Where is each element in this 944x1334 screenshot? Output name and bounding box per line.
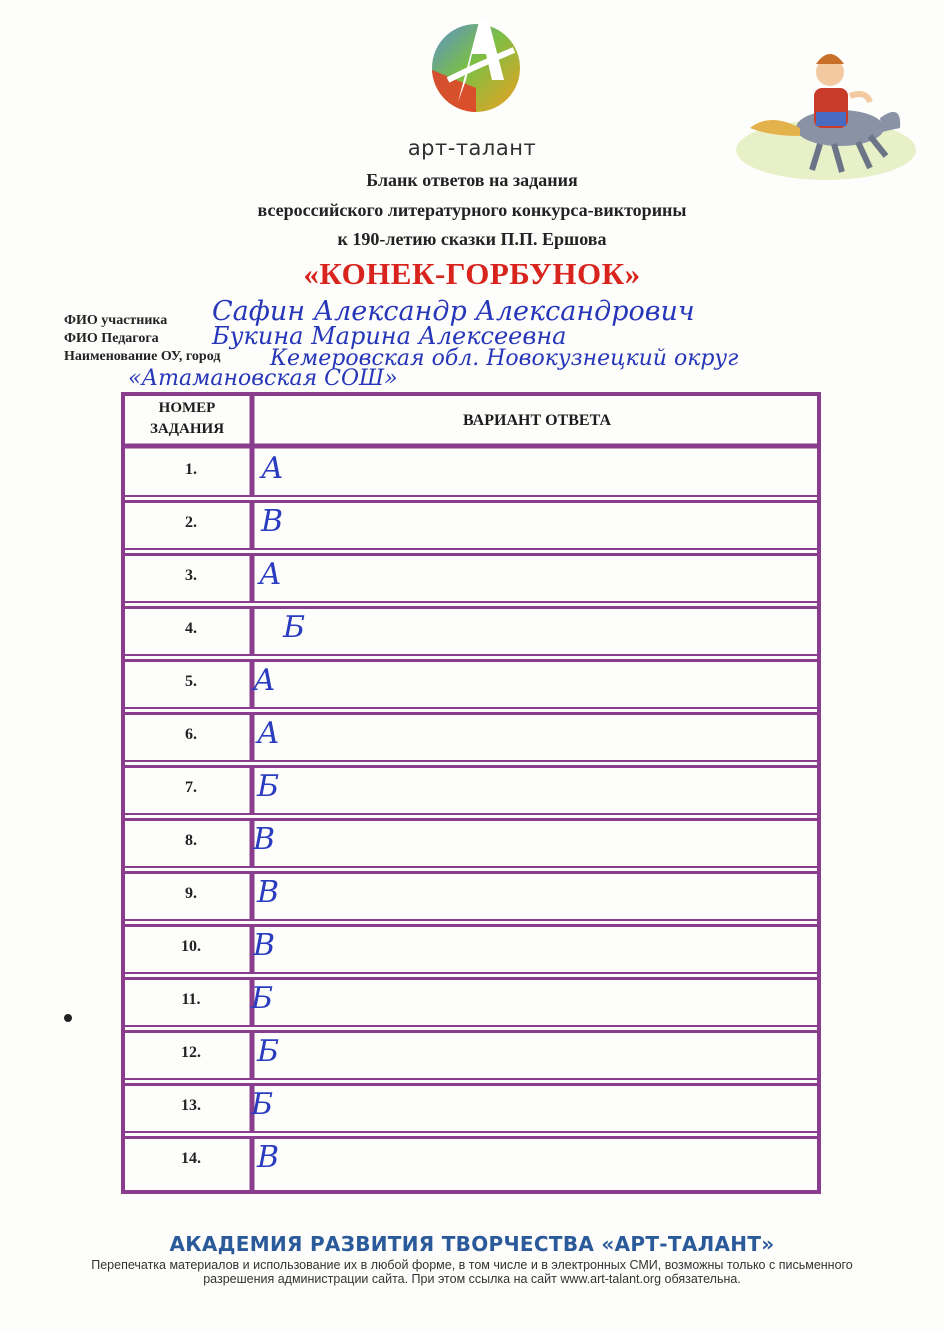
academy-name: АКАДЕМИЯ РАЗВИТИЯ ТВОРЧЕСТВА «АРТ-ТАЛАНТ» [169, 1232, 775, 1256]
row-separator-gap [125, 974, 817, 977]
row-separator-gap [125, 1133, 817, 1136]
table-row [121, 1086, 821, 1126]
row-separator-gap [125, 1027, 817, 1030]
task-number: 4. [185, 620, 197, 637]
task-number: 3. [185, 567, 197, 584]
answer-cell[interactable]: Б [257, 769, 280, 804]
teacher-label: ФИО Педагога [64, 331, 159, 346]
task-number: 6. [185, 726, 197, 743]
task-number: 9. [185, 885, 197, 902]
answer-cell[interactable]: Б [251, 981, 274, 1016]
table-row [121, 980, 821, 1020]
school-value[interactable]: Кемеровская обл. Новокузнецкий округ [270, 346, 739, 371]
task-number: 2. [185, 514, 197, 531]
task-number: 10. [181, 938, 201, 955]
task-number: 5. [185, 673, 197, 690]
school-value-2[interactable]: «Атамановская СОШ» [128, 366, 398, 391]
answer-cell[interactable]: А [253, 663, 276, 698]
task-number: 11. [181, 991, 201, 1008]
table-row [121, 1033, 821, 1073]
answer-cell[interactable]: А [257, 716, 280, 751]
answer-cell[interactable]: А [259, 557, 282, 592]
table-row [121, 556, 821, 596]
task-number: 7. [185, 779, 197, 796]
table-row [121, 609, 821, 649]
table-row [121, 768, 821, 808]
form-subtitle-2: к 190-летию сказки П.П. Ершова [337, 229, 607, 249]
answer-cell[interactable]: В [257, 1140, 280, 1175]
table-row [121, 450, 821, 490]
humpbacked-horse-illustration [730, 32, 922, 182]
table-row [121, 715, 821, 755]
table-row [121, 503, 821, 543]
answer-cell[interactable]: Б [283, 610, 306, 645]
task-number: 13. [181, 1097, 201, 1114]
contest-title: «КОНЕК-ГОРБУНОК» [303, 256, 641, 291]
answer-cell[interactable]: Б [257, 1034, 280, 1069]
art-talant-logo [428, 10, 524, 114]
table-row [121, 874, 821, 914]
answer-cell[interactable]: В [253, 928, 276, 963]
answer-cell[interactable]: В [253, 822, 276, 857]
task-number: 12. [181, 1044, 201, 1061]
table-row [121, 927, 821, 967]
school-label: Наименование ОУ, город [64, 349, 221, 364]
header-number-line1: НОМЕР [158, 400, 216, 416]
table-row [121, 821, 821, 861]
header-number [125, 398, 249, 440]
answer-cell[interactable]: Б [251, 1087, 274, 1122]
row-separator-gap [125, 656, 817, 659]
form-title: Бланк ответов на задания [366, 170, 578, 190]
row-separator-gap [125, 497, 817, 500]
table-row [121, 1139, 821, 1179]
participant-label: ФИО участника [64, 313, 168, 328]
form-subtitle: всероссийского литературного конкурса-викторины [257, 200, 687, 220]
participant-value[interactable]: Сафин Александр Александрович [212, 296, 695, 327]
task-number: 14. [181, 1150, 201, 1167]
copyright-notice: Перепечатка материалов и использование их в любой форме, в том числе и в электронных СМИ, возможны только с письменного разрешения администрации сайта. При этом ссылка на сайт www.art-talant.org обязательна. [91, 1258, 853, 1286]
header-answer: ВАРИАНТ ОТВЕТА [463, 412, 611, 429]
row-separator-gap [125, 603, 817, 606]
teacher-value[interactable]: Букина Марина Алексеевна [212, 322, 567, 350]
ink-dot [64, 1014, 72, 1022]
header-number-line2: ЗАДАНИЯ [149, 421, 225, 437]
task-number: 1. [185, 461, 197, 478]
answer-cell[interactable]: В [261, 504, 284, 539]
row-separator-gap [125, 815, 817, 818]
answer-table [121, 392, 821, 1194]
row-separator-gap [125, 550, 817, 553]
answer-cell[interactable]: А [261, 451, 284, 486]
answer-cell[interactable]: В [257, 875, 280, 910]
table-row [121, 662, 821, 702]
row-separator-gap [125, 1080, 817, 1083]
row-separator-gap [125, 921, 817, 924]
row-separator-gap [125, 762, 817, 765]
row-separator-gap [125, 709, 817, 712]
row-separator-gap [125, 868, 817, 871]
task-number: 8. [185, 832, 197, 849]
brand-name: арт-талант [407, 136, 537, 160]
